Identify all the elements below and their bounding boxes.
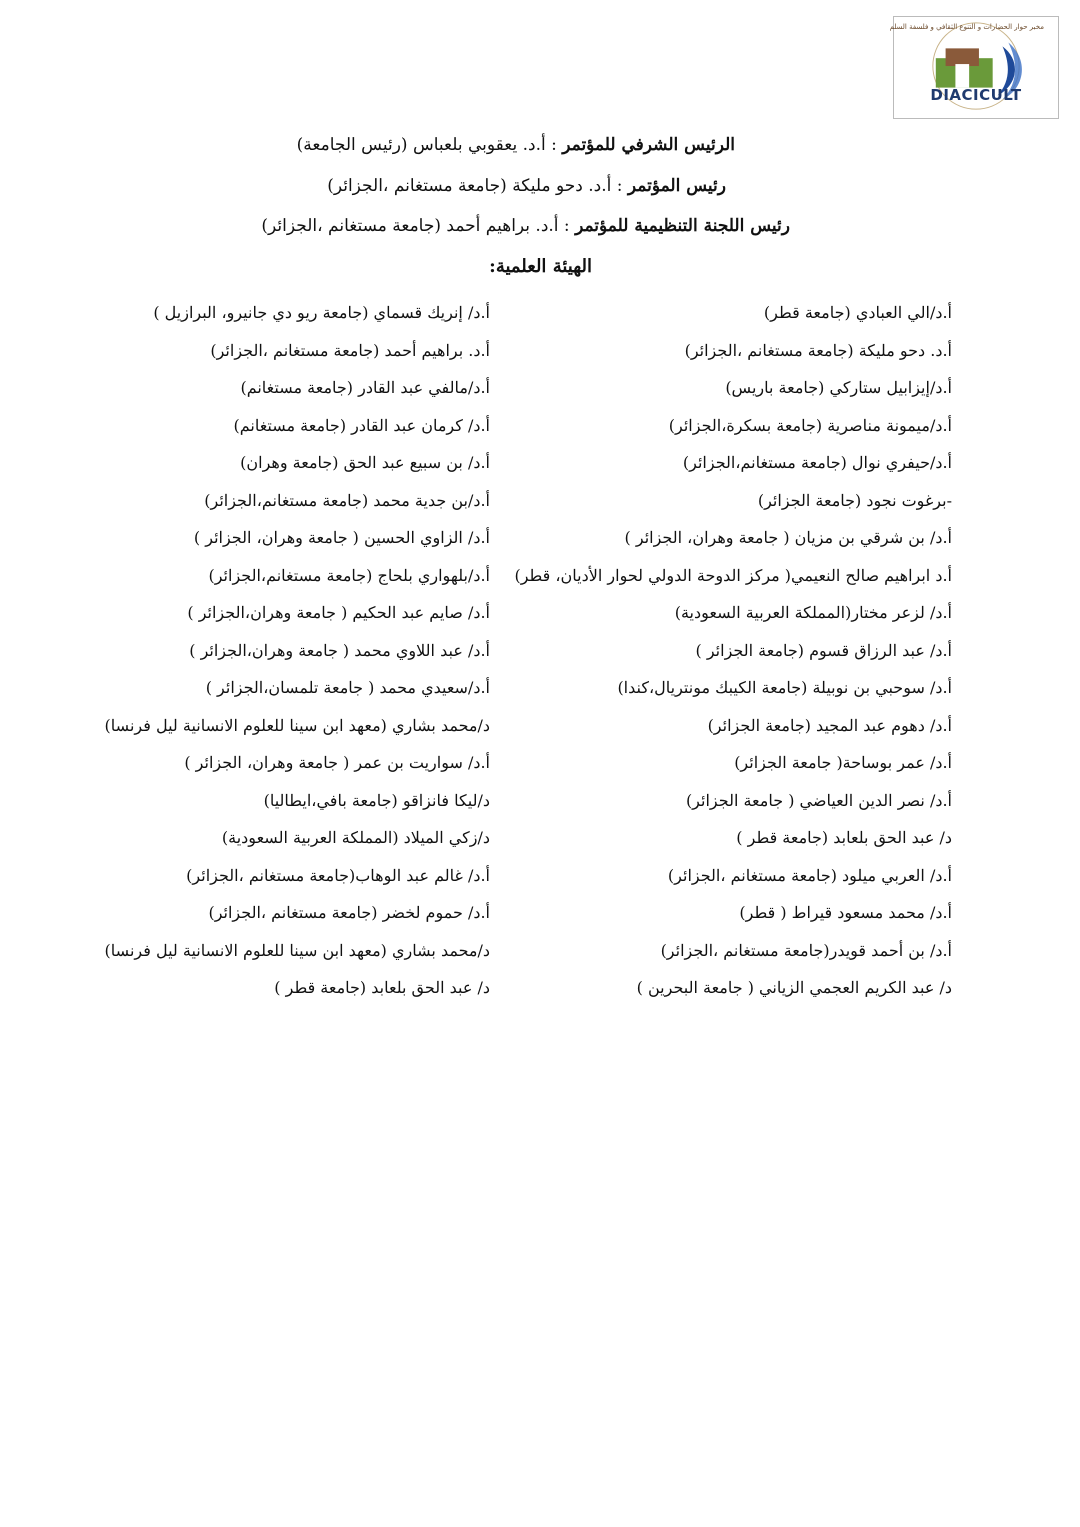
logo-brand-text: DIACICULT — [930, 86, 1022, 104]
committee-member: أ.د/ سوحبي بن نوبيلة (جامعة الكيبك مونتريال،كندا) — [617, 678, 952, 697]
committee-member: د/ عبد الحق بلعابد (جامعة قطر ) — [736, 828, 952, 847]
committee-member: أ.د/ بن سبيع عبد الحق (جامعة وهران) — [240, 453, 490, 472]
committee-member: أ.د/ حموم لخضر (جامعة مستغانم ،الجزائر) — [208, 903, 490, 922]
organizing-committee-label: رئيس اللجنة التنظيمية للمؤتمر — [575, 216, 790, 236]
committee-right-column — [512, 294, 952, 1007]
committee-member: أ.د/سعيدي محمد ( جامعة تلمسان،الجزائر ) — [205, 678, 490, 697]
committee-member: أ.د/ دهوم عبد المجيد (جامعة الجزائر) — [707, 715, 952, 735]
conference-president-line — [327, 175, 726, 197]
committee-member: أ.د/حيفري نوال (جامعة مستغانم،الجزائر) — [682, 453, 952, 472]
committee-member: أ.د/ سواريت بن عمر ( جامعة وهران، الجزائر ) — [184, 753, 490, 772]
committee-member: أ.د/ عمر بوساحة( جامعة الجزائر) — [734, 753, 952, 772]
committee-member: أ.د. دحو مليكة (جامعة مستغانم ،الجزائر) — [684, 340, 952, 360]
logo-arc-text: مخبر حوار الحضارات و التنوع الثقافي و فلسفة السلم — [889, 23, 1044, 31]
committee-member: د/ عبد الحق بلعابد (جامعة قطر ) — [274, 978, 490, 997]
committee-member: أ.د/ عبد الرزاق قسوم (جامعة الجزائر ) — [695, 640, 952, 660]
committee-member: أ.د/ الزاوي الحسين ( جامعة وهران، الجزائر ) — [193, 528, 490, 547]
committee-member: أ.د/ إنريك قسماي (جامعة ريو دي جانيرو، البرازيل ) — [153, 303, 490, 322]
committee-member: د/ليكا فانزاقو (جامعة بافي،ايطاليا) — [263, 790, 490, 810]
committee-member: أ.د/ميمونة مناصرية (جامعة بسكرة،الجزائر) — [668, 415, 952, 435]
committee-member: أ.د/إيزابيل ستاركي (جامعة باريس) — [725, 378, 952, 397]
committee-member: أ.د/ لزعر مختار(المملكة العربية السعودية) — [674, 603, 952, 622]
committee-member: د/زكي الميلاد (المملكة العربية السعودية) — [221, 828, 490, 847]
committee-member: -برغوت نجود (جامعة الجزائر) — [757, 490, 952, 510]
committee-member: أ.د/ كرمان عبد القادر (جامعة مستغانم) — [233, 415, 490, 435]
conference-president-value: : أ.د. دحو مليكة (جامعة مستغانم ،الجزائر) — [327, 176, 623, 196]
organizing-committee-value: : أ.د. براهيم أحمد (جامعة مستغانم ،الجزائر) — [261, 216, 570, 236]
committee-member: أ.د/مالفي عبد القادر (جامعة مستغانم) — [240, 378, 490, 397]
committee-member: أ.د/الي العبادي (جامعة قطر) — [763, 303, 952, 322]
committee-member: أ.د ابراهيم صالح النعيمي( مركز الدوحة الدولي لحوار الأديان، قطر) — [514, 565, 952, 585]
honorary-president-value: : أ.د. يعقوبي بلعباس (رئيس الجامعة) — [296, 135, 557, 155]
committee-member: د/محمد بشاري (معهد ابن سينا للعلوم الانسانية ليل فرنسا) — [104, 940, 490, 960]
committee-member: أ.د/ محمد مسعود قيراط ( قطر) — [739, 903, 952, 922]
committee-member: أ.د. براهيم أحمد (جامعة مستغانم ،الجزائر) — [210, 340, 490, 360]
committee-member: أ.د/ نصر الدين العياضي ( جامعة الجزائر) — [685, 790, 952, 810]
committee-member: أ.د/ صايم عبد الحكيم ( جامعة وهران،الجزائر ) — [187, 603, 490, 622]
committee-member: أ.د/ عبد اللاوي محمد ( جامعة وهران،الجزائر ) — [189, 640, 490, 660]
conference-president-label: رئيس المؤتمر — [627, 176, 726, 196]
committee-member: أ.د/ العربي ميلود (جامعة مستغانم ،الجزائر) — [667, 865, 952, 885]
scientific-committee-title: الهيئة العلمية: — [489, 256, 592, 277]
committee-member: أ.د/ غالم عبد الوهاب(جامعة مستغانم ،الجزائر) — [186, 865, 490, 885]
honorary-president-line — [297, 134, 735, 156]
committee-member: أ.د/ بن أحمد قويدر(جامعة مستغانم ،الجزائر) — [660, 940, 952, 960]
organizing-committee-line — [261, 215, 790, 237]
committee-member: د/ عبد الكريم العجمي الزياني ( جامعة البحرين ) — [636, 978, 952, 997]
committee-member: أ.د/ بن شرقي بن مزيان ( جامعة وهران، الجزائر ) — [624, 528, 952, 547]
honorary-president-label: الرئيس الشرفي للمؤتمر — [562, 135, 735, 155]
diacicult-logo — [889, 16, 1059, 119]
committee-member: أ.د/بلهواري بلحاج (جامعة مستغانم،الجزائر) — [208, 565, 490, 585]
committee-member: د/محمد بشاري (معهد ابن سينا للعلوم الانسانية ليل فرنسا) — [104, 715, 490, 735]
committee-member: أ.د/بن جدية محمد (جامعة مستغانم،الجزائر) — [204, 490, 490, 510]
committee-left-column — [10, 294, 490, 1007]
